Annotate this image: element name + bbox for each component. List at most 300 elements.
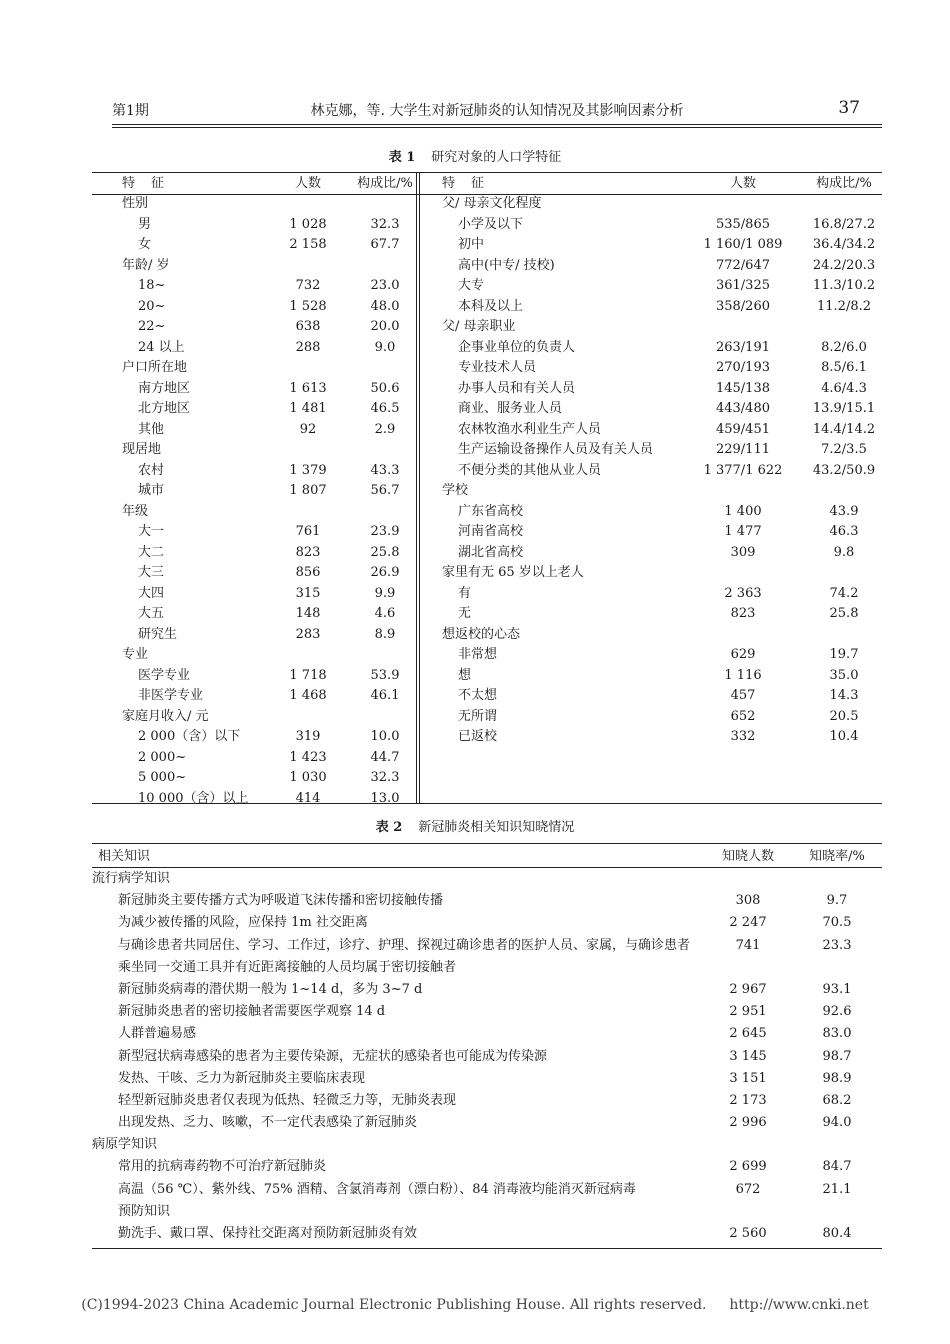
table-row	[420, 440, 882, 461]
table-row	[92, 935, 882, 957]
column-header-knowledge: 相关知识	[98, 849, 151, 864]
category-label: 家里有无 65 岁以上老人	[442, 565, 584, 580]
count-cell: 652	[730, 708, 756, 724]
percent-cell: 16.8/27.2	[812, 216, 876, 232]
table-row	[92, 440, 414, 461]
table-row	[92, 748, 414, 769]
row-label: 企事业单位的负责人	[458, 339, 576, 355]
row-label: 出现发热、乏力、咳嗽，不一定代表感染了新冠肺炎	[118, 1115, 418, 1131]
count-cell: 358/260	[715, 298, 770, 314]
percent-cell: 11.3/10.2	[812, 278, 876, 293]
count-cell: 1 477	[724, 524, 762, 539]
table-row	[92, 1090, 882, 1112]
column-header-count: 人数	[294, 176, 321, 191]
row-label: 轻型新冠肺炎患者仅表现为低热、轻微乏力等，无肺炎表现	[118, 1092, 457, 1108]
row-label: 新型冠状病毒感染的患者为主要传染源，无症状的感染者也可能成为传染源	[118, 1048, 548, 1064]
row-label: 人群普遍易感	[118, 1026, 197, 1042]
row-label: 为减少被传播的风险，应保持 1m 社交距离	[118, 915, 368, 931]
count-cell: 229/111	[715, 442, 770, 457]
percent-cell: 35.0	[829, 667, 859, 683]
percent-cell: 9.7	[826, 893, 848, 909]
count-cell: 2 967	[729, 981, 767, 997]
table-row	[92, 768, 414, 789]
page-number: 37	[838, 98, 860, 118]
row-label: 22~	[138, 319, 166, 334]
percent-cell: 48.0	[370, 298, 400, 314]
table-row	[420, 543, 882, 564]
table-row	[420, 194, 882, 215]
count-cell: 2 996	[729, 1115, 767, 1131]
count-cell: 263/191	[715, 339, 770, 355]
copyright-footer	[0, 1297, 950, 1313]
table2-header	[92, 846, 882, 868]
category-label: 年龄/ 岁	[122, 257, 170, 273]
count-cell: 145/138	[715, 380, 770, 396]
count-cell: 1 807	[289, 483, 327, 498]
table1-right-header	[420, 174, 882, 194]
table-row	[92, 1046, 882, 1068]
percent-cell: 83.0	[822, 1026, 852, 1042]
count-cell: 856	[295, 565, 321, 580]
table-row	[420, 522, 882, 543]
row-label: 不便分类的其他从业人员	[458, 462, 602, 478]
percent-cell: 9.9	[374, 585, 396, 601]
row-label: 不太想	[458, 688, 498, 703]
row-label: 想	[458, 667, 472, 683]
count-cell: 2 699	[729, 1159, 767, 1175]
table-row	[92, 890, 882, 912]
count-cell: 1 481	[289, 401, 327, 416]
count-cell: 457	[730, 688, 756, 703]
table2-label: 表 2	[375, 820, 403, 835]
table-row	[92, 194, 414, 215]
count-cell: 629	[730, 647, 756, 662]
column-header-ratio: 构成比/%	[816, 176, 872, 191]
table-row	[420, 645, 882, 666]
table-row	[92, 256, 414, 277]
percent-cell: 14.4/14.2	[812, 421, 876, 437]
table-row	[420, 338, 882, 359]
count-cell: 3 151	[729, 1070, 767, 1086]
issue-label: 第1期	[112, 103, 149, 119]
count-cell: 309	[730, 544, 756, 560]
row-label: 大五	[138, 606, 165, 621]
count-cell: 2 951	[729, 1004, 767, 1020]
row-label: 研究生	[138, 626, 178, 642]
row-label: 24 以上	[138, 339, 185, 355]
count-cell: 315	[295, 585, 321, 601]
count-cell: 1 160/1 089	[703, 237, 783, 252]
row-label: 广东省高校	[458, 503, 524, 519]
percent-cell: 23.3	[822, 937, 852, 953]
percent-cell: 4.6/4.3	[821, 380, 867, 396]
count-cell: 732	[295, 278, 321, 293]
category-label: 现居地	[122, 442, 162, 457]
category-label: 家庭月收入/ 元	[122, 708, 209, 724]
count-cell: 638	[295, 319, 321, 334]
table-row	[420, 379, 882, 400]
percent-cell: 21.1	[822, 1181, 852, 1197]
percent-cell: 46.5	[370, 401, 400, 416]
row-label: 大四	[138, 585, 165, 601]
percent-cell: 7.2/3.5	[821, 442, 867, 457]
percent-cell: 53.9	[370, 667, 400, 683]
row-label: 无所谓	[458, 708, 498, 724]
percent-cell: 46.3	[829, 524, 859, 539]
row-label: 乘坐同一交通工具并有近距离接触的人员均属于密切接触者	[118, 959, 457, 975]
row-label: 2 000（含）以下	[138, 729, 241, 744]
percent-cell: 70.5	[822, 915, 852, 931]
row-label: 河南省高校	[458, 524, 524, 539]
percent-cell: 92.6	[822, 1004, 852, 1020]
table-row	[420, 317, 882, 338]
percent-cell: 8.9	[374, 626, 396, 642]
row-label: 有	[458, 585, 472, 601]
column-header-feature: 特征	[122, 176, 181, 191]
row-label: 非医学专业	[138, 688, 204, 703]
table2-caption	[0, 816, 950, 835]
count-cell: 1 377/1 622	[703, 462, 783, 478]
table-row	[92, 1156, 882, 1178]
table-row	[92, 979, 882, 1001]
row-label: 高中(中专/ 技校)	[458, 257, 555, 273]
row-label: 新冠肺炎主要传播方式为呼吸道飞沫传播和密切接触传播	[118, 893, 444, 909]
count-cell: 1 116	[724, 667, 762, 683]
count-cell: 332	[730, 729, 756, 744]
table1-left-body	[92, 194, 414, 809]
table-row	[420, 461, 882, 482]
count-cell: 1 528	[289, 298, 327, 314]
percent-cell: 98.7	[822, 1048, 852, 1064]
count-cell: 1 379	[289, 462, 327, 478]
count-cell: 1 468	[289, 688, 327, 703]
count-cell: 1 613	[289, 380, 327, 396]
table-row	[92, 666, 414, 687]
count-cell: 319	[295, 729, 321, 744]
table-row	[92, 215, 414, 236]
table-row	[92, 1112, 882, 1134]
table-row	[92, 1134, 882, 1156]
row-label: 大三	[138, 565, 165, 580]
count-cell: 823	[295, 544, 321, 560]
count-cell: 2 560	[729, 1226, 767, 1241]
row-label: 其他	[138, 421, 165, 437]
category-label: 专业	[122, 647, 149, 662]
percent-cell: 4.6	[374, 606, 396, 621]
percent-cell: 13.0	[370, 790, 400, 806]
table-row	[92, 1179, 882, 1201]
row-label: 高温（56 ℃）、紫外线、75% 酒精、含氯消毒剂（漂白粉）、84 消毒液均能消灭新冠病毒	[118, 1181, 636, 1197]
table-row	[420, 481, 882, 502]
table1-title: 研究对象的人口学特征	[431, 150, 562, 165]
percent-cell: 24.2/20.3	[812, 257, 876, 273]
row-label: 5 000~	[138, 770, 187, 785]
table-row	[92, 957, 882, 979]
percent-cell: 43.9	[829, 503, 859, 519]
table-row	[92, 317, 414, 338]
category-label: 流行病学知识	[92, 871, 171, 886]
percent-cell: 10.0	[370, 729, 400, 744]
category-label: 性别	[122, 196, 149, 211]
count-cell: 1 030	[289, 770, 327, 785]
cnki-link[interactable]: http://www.cnki.net	[729, 1297, 869, 1313]
percent-cell: 10.4	[829, 729, 859, 744]
table-row	[92, 1201, 882, 1223]
category-label: 学校	[442, 483, 469, 498]
count-cell: 823	[730, 606, 756, 621]
table-row	[420, 707, 882, 728]
row-label: 预防知识	[118, 1203, 171, 1219]
table-row	[92, 399, 414, 420]
row-label: 小学及以下	[458, 216, 524, 232]
table-row	[420, 604, 882, 625]
count-cell: 2 173	[729, 1092, 767, 1108]
header-rule	[112, 127, 882, 128]
column-header-count: 知晓人数	[721, 849, 774, 864]
table-row	[420, 256, 882, 277]
percent-cell: 84.7	[822, 1159, 852, 1175]
row-label: 专业技术人员	[458, 360, 537, 375]
row-label: 发热、干咳、乏力为新冠肺炎主要临床表现	[118, 1070, 366, 1086]
table-row	[420, 625, 882, 646]
table-row	[92, 420, 414, 441]
category-label: 病原学知识	[92, 1137, 158, 1153]
percent-cell: 9.8	[833, 544, 855, 560]
category-label: 想返校的心态	[442, 626, 521, 642]
table-row	[420, 215, 882, 236]
row-label: 新冠肺炎病毒的潜伏期一般为 1~14 d，多为 3~7 d	[118, 981, 423, 997]
percent-cell: 32.3	[370, 216, 400, 232]
table-row	[92, 338, 414, 359]
table1-top-rule	[92, 172, 882, 173]
percent-cell: 46.1	[370, 688, 400, 703]
row-label: 18~	[138, 278, 166, 293]
table1-right-block	[420, 174, 882, 748]
percent-cell: 98.9	[822, 1070, 852, 1086]
count-cell: 270/193	[715, 360, 770, 375]
table-row	[92, 502, 414, 523]
percent-cell: 23.9	[370, 524, 400, 539]
table-row	[420, 666, 882, 687]
count-cell: 92	[299, 421, 317, 437]
row-label: 医学专业	[138, 667, 191, 683]
count-cell: 2 363	[724, 585, 762, 601]
table1-label: 表 1	[388, 150, 416, 165]
row-label: 农村	[138, 462, 165, 478]
table-row	[92, 543, 414, 564]
row-label: 新冠肺炎患者的密切接触者需要医学观察 14 d	[118, 1004, 386, 1020]
row-label: 初中	[458, 237, 485, 252]
count-cell: 1 718	[289, 667, 327, 683]
count-cell: 741	[735, 937, 761, 953]
percent-cell: 56.7	[370, 483, 400, 498]
column-header-feature: 特征	[442, 176, 501, 191]
row-label: 办事人员和有关人员	[458, 380, 576, 396]
table-row	[420, 727, 882, 748]
row-label: 南方地区	[138, 380, 191, 396]
row-label: 湖北省高校	[458, 544, 524, 560]
table-row	[92, 912, 882, 934]
table-row	[92, 1001, 882, 1023]
table-row	[92, 379, 414, 400]
table1-left-header	[92, 174, 414, 194]
table-row	[92, 461, 414, 482]
percent-cell: 32.3	[370, 770, 400, 785]
table-row	[420, 686, 882, 707]
percent-cell: 23.0	[370, 278, 400, 293]
table-row	[92, 358, 414, 379]
table1-caption	[0, 146, 950, 165]
count-cell: 761	[295, 524, 321, 539]
row-label: 男	[138, 216, 152, 232]
table-row	[92, 1023, 882, 1045]
table-row	[92, 625, 414, 646]
row-label: 无	[458, 606, 472, 621]
table2-top-rule	[92, 843, 882, 844]
percent-cell: 11.2/8.2	[817, 298, 871, 314]
table-row	[92, 727, 414, 748]
count-cell: 672	[735, 1181, 761, 1197]
percent-cell: 14.3	[829, 688, 859, 703]
row-label: 勤洗手、戴口罩、保持社交距离对预防新冠肺炎有效	[118, 1226, 418, 1241]
percent-cell: 8.5/6.1	[821, 360, 867, 375]
percent-cell: 8.2/6.0	[821, 339, 867, 355]
table-row	[420, 358, 882, 379]
percent-cell: 9.0	[374, 339, 396, 355]
row-label: 大专	[458, 278, 485, 293]
row-label: 商业、服务业人员	[458, 401, 563, 416]
percent-cell: 43.2/50.9	[812, 462, 876, 478]
count-cell: 148	[295, 606, 321, 621]
count-cell: 2 645	[729, 1026, 767, 1042]
table2-body	[92, 868, 882, 1245]
table1-right-body	[420, 194, 882, 748]
percent-cell: 93.1	[822, 981, 852, 997]
column-header-rate: 知晓率/%	[809, 849, 865, 864]
category-label: 父/ 母亲文化程度	[442, 196, 542, 211]
table2-block	[92, 846, 882, 1245]
row-label: 2 000~	[138, 749, 187, 765]
count-cell: 283	[295, 626, 321, 642]
percent-cell: 44.7	[370, 749, 400, 765]
table-row	[92, 297, 414, 318]
table1-left-block	[92, 174, 414, 809]
running-title: 林克娜，等. 大学生对新冠肺炎的认知情况及其影响因素分析	[310, 103, 684, 119]
table-row	[92, 645, 414, 666]
header-rule	[112, 124, 882, 125]
percent-cell: 20.0	[370, 319, 400, 334]
row-label: 本科及以上	[458, 298, 524, 314]
count-cell: 1 400	[724, 503, 762, 519]
table-row	[92, 584, 414, 605]
count-cell: 1 028	[289, 216, 327, 232]
percent-cell: 2.9	[374, 421, 396, 437]
row-label: 非常想	[458, 647, 498, 662]
percent-cell: 36.4/34.2	[812, 237, 876, 252]
table-row	[92, 789, 414, 810]
category-label: 户口所在地	[122, 360, 188, 375]
row-label: 已返校	[458, 729, 498, 744]
percent-cell: 80.4	[822, 1226, 852, 1241]
percent-cell: 68.2	[822, 1092, 852, 1108]
percent-cell: 74.2	[829, 585, 859, 601]
table-row	[92, 707, 414, 728]
table-row	[420, 584, 882, 605]
table-row	[92, 563, 414, 584]
row-label: 大二	[138, 544, 165, 560]
table-row	[92, 1223, 882, 1245]
row-label: 生产运输设备操作人员及有关人员	[458, 442, 654, 457]
percent-cell: 20.5	[829, 708, 859, 724]
table-row	[92, 235, 414, 256]
table-row	[92, 522, 414, 543]
count-cell: 2 158	[289, 237, 327, 252]
table2-bottom-rule	[92, 1248, 882, 1249]
count-cell: 2 247	[729, 915, 767, 931]
percent-cell: 50.6	[370, 380, 400, 396]
category-label: 年级	[122, 503, 149, 519]
table-row	[420, 399, 882, 420]
table-row	[92, 868, 882, 890]
row-label: 北方地区	[138, 401, 191, 416]
percent-cell: 67.7	[370, 237, 400, 252]
row-label: 常用的抗病毒药物不可治疗新冠肺炎	[118, 1159, 327, 1175]
table-row	[420, 235, 882, 256]
table-row	[92, 604, 414, 625]
column-header-ratio: 构成比/%	[357, 176, 413, 191]
table-row	[420, 563, 882, 584]
count-cell: 361/325	[715, 278, 770, 293]
row-label: 女	[138, 237, 152, 252]
table-row	[420, 297, 882, 318]
percent-cell: 25.8	[370, 544, 400, 560]
row-label: 大一	[138, 524, 165, 539]
count-cell: 414	[295, 790, 321, 806]
row-label: 10 000（含）以上	[138, 790, 249, 806]
percent-cell: 26.9	[370, 565, 400, 580]
count-cell: 772/647	[715, 257, 770, 273]
count-cell: 3 145	[729, 1048, 767, 1064]
row-label: 与确诊患者共同居住、学习、工作过，诊疗、护理、探视过确诊患者的医护人员、家属，与确诊患者	[118, 937, 691, 953]
count-cell: 1 423	[289, 749, 327, 765]
row-label: 城市	[138, 483, 165, 498]
row-label: 农林牧渔水利业生产人员	[458, 421, 602, 437]
table-row	[420, 420, 882, 441]
percent-cell: 43.3	[370, 462, 400, 478]
copyright-text: (C)1994-2023 China Academic Journal Electronic Publishing House. All rights reserved.	[81, 1297, 707, 1313]
percent-cell: 13.9/15.1	[812, 401, 876, 416]
table2-title: 新冠肺炎相关知识知晓情况	[418, 820, 575, 835]
count-cell: 535/865	[715, 216, 770, 232]
count-cell: 308	[735, 893, 761, 909]
percent-cell: 19.7	[829, 647, 859, 662]
table-row	[92, 276, 414, 297]
row-label: 20~	[138, 298, 166, 314]
count-cell: 443/480	[715, 401, 770, 416]
page-header	[112, 100, 882, 122]
table-row	[92, 686, 414, 707]
percent-cell: 25.8	[829, 606, 859, 621]
table-row	[420, 502, 882, 523]
table-row	[92, 1068, 882, 1090]
column-header-count: 人数	[729, 176, 756, 191]
count-cell: 459/451	[715, 421, 770, 437]
count-cell: 288	[295, 339, 321, 355]
category-label: 父/ 母亲职业	[442, 319, 516, 334]
table-row	[92, 481, 414, 502]
percent-cell: 94.0	[822, 1115, 852, 1131]
table-row	[420, 276, 882, 297]
